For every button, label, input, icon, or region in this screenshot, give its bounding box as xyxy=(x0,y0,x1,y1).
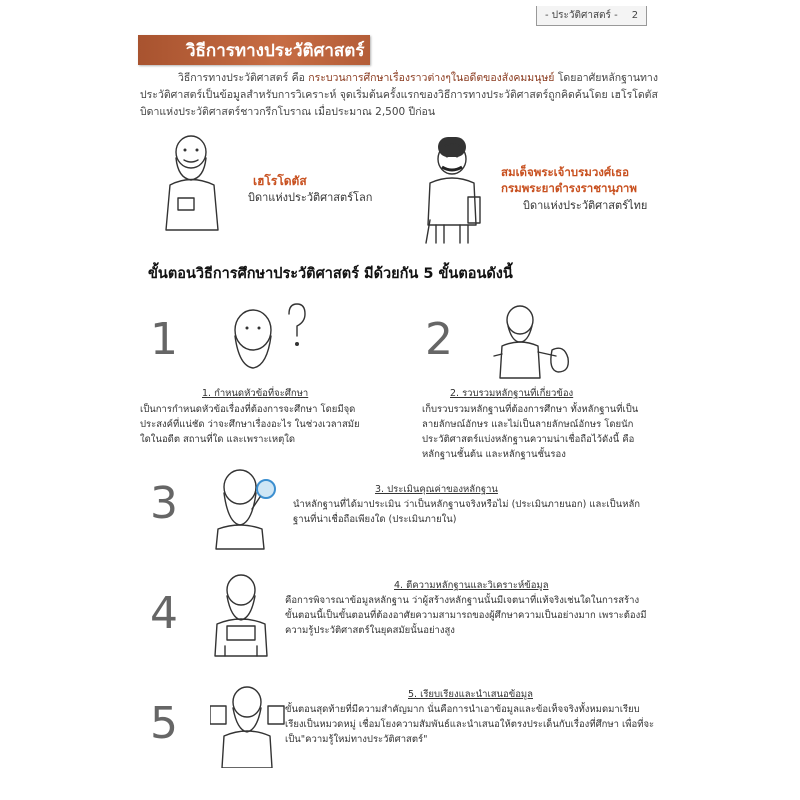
page-title: วิธีการทางประวัติศาสตร์ xyxy=(138,35,370,65)
step-2-collector-icon xyxy=(490,300,580,380)
intro-highlight: กระบวนการศึกษาเรื่องราวต่างๆในอดีตของสังคมมนุษย์ xyxy=(308,72,555,84)
herodotus-desc: บิดาแห่งประวัติศาสตร์โลก xyxy=(248,191,373,204)
damrong-name-line1: สมเด็จพระเจ้าบรมวงศ์เธอ xyxy=(501,165,630,179)
step-1-title: 1. กำหนดหัวข้อที่จะศึกษา xyxy=(202,388,309,399)
step-5-body: ขั้นตอนสุดท้ายที่มีความสำคัญมาก นั่นคือการนำเอาข้อมูลและข้อเท็จจริงทั้งหมดมาเรียบเรียงเป็นหมวดหมู่ เชื่อมโยงความสัมพันธ์และนำเสนอให้ตรงประเด็นกับเรื่องที่ศึกษา เพื่อที่จะเป็น"ความรู้ใหม่ทางประวัติศาสตร์" xyxy=(285,704,655,745)
steps-heading: ขั้นตอนวิธีการศึกษาประวัติศาสตร์ มีด้วยกัน 5 ขั้นตอนดังนี้ xyxy=(148,266,513,282)
step-4-number: 4 xyxy=(150,588,178,639)
step-2-title: 2. รวบรวมหลักฐานที่เกี่ยวข้อง xyxy=(450,388,574,399)
step-5-title: 5. เรียบเรียงและนำเสนอข้อมูล xyxy=(408,689,533,700)
step-3-number: 3 xyxy=(150,478,178,529)
damrong-name-line2: กรมพระยาดำรงราชานุภาพ xyxy=(501,181,637,195)
step-1-thinker-icon xyxy=(225,300,315,375)
intro-text-2: โดยอาศัยหลักฐานทางประวัติศาสตร์เป็นข้อมูลสำหรับการวิเคราะห์ จุดเริ่มต้นครั้งแรกของวิธีการทางประวัติศาสตร์ถูกคิดค้นโดย เฮโรโดตัส บิดาแห่งประวัติศาสตร์ชาวกรีกโบราณ เมื่อประมาณ 2,500 ปีก่อน xyxy=(140,72,658,118)
section-label: - ประวัติศาสตร์ - xyxy=(545,10,618,21)
page-header xyxy=(536,6,647,26)
prince-damrong-illustration xyxy=(418,135,488,245)
herodotus-illustration xyxy=(158,130,228,235)
step-1-body: เป็นการกำหนดหัวข้อเรื่องที่ต้องการจะศึกษา โดยมีจุดประสงค์ที่แน่ชัด ว่าจะศึกษาเรื่องอะไร ในช่วงเวลาสมัยใดในอดีต สถานที่ใด และเพราะเหตุใด xyxy=(140,404,360,445)
intro-paragraph xyxy=(140,70,660,121)
damrong-desc: บิดาแห่งประวัติศาสตร์ไทย xyxy=(523,199,648,212)
page-number: 2 xyxy=(631,10,639,21)
step-5-presenter-icon xyxy=(210,680,285,768)
step-2-number: 2 xyxy=(425,314,453,365)
step-4-body: คือการพิจารณาข้อมูลหลักฐาน ว่าผู้สร้างหลักฐานนั้นมีเจตนาที่แท้จริงเช่นใดในการสร้าง ขั้นตอนนี้เป็นขั้นตอนที่ต้องอาศัยความสามารถของผู้ศึกษาความเป็นอย่างมาก เพราะต้องมีความรู้ประวัติศาสตร์ในยุคสมัยนั้นอย่างสูง xyxy=(285,595,647,636)
step-4-title: 4. ตีความหลักฐานและวิเคราะห์ข้อมูล xyxy=(394,580,549,591)
herodotus-name: เฮโรโดตัส xyxy=(253,174,307,188)
step-3-body: นำหลักฐานที่ได้มาประเมิน ว่าเป็นหลักฐานจริงหรือไม่ (ประเมินภายนอก) และเป็นหลักฐานที่น่าเชื่อถือเพียงใด (ประเมินภายใน) xyxy=(293,499,641,525)
step-4-reader-icon xyxy=(205,568,275,658)
step-5-number: 5 xyxy=(150,698,178,749)
step-3-magnifier-icon xyxy=(208,465,283,550)
intro-text-1: วิธีการทางประวัติศาสตร์ คือ xyxy=(178,72,309,84)
step-1-number: 1 xyxy=(150,314,178,365)
step-3-title: 3. ประเมินคุณค่าของหลักฐาน xyxy=(375,484,498,495)
step-2-body: เก็บรวบรวมหลักฐานที่ต้องการศึกษา ทั้งหลักฐานที่เป็นลายลักษณ์อักษร และไม่เป็นลายลักษณ์อักษร โดยนักประวัติศาสตร์แบ่งหลักฐานความน่าเชื่อถือไว้ดังนี้ คือ หลักฐานชั้นต้น และหลักฐานชั้นรอง xyxy=(422,404,639,460)
